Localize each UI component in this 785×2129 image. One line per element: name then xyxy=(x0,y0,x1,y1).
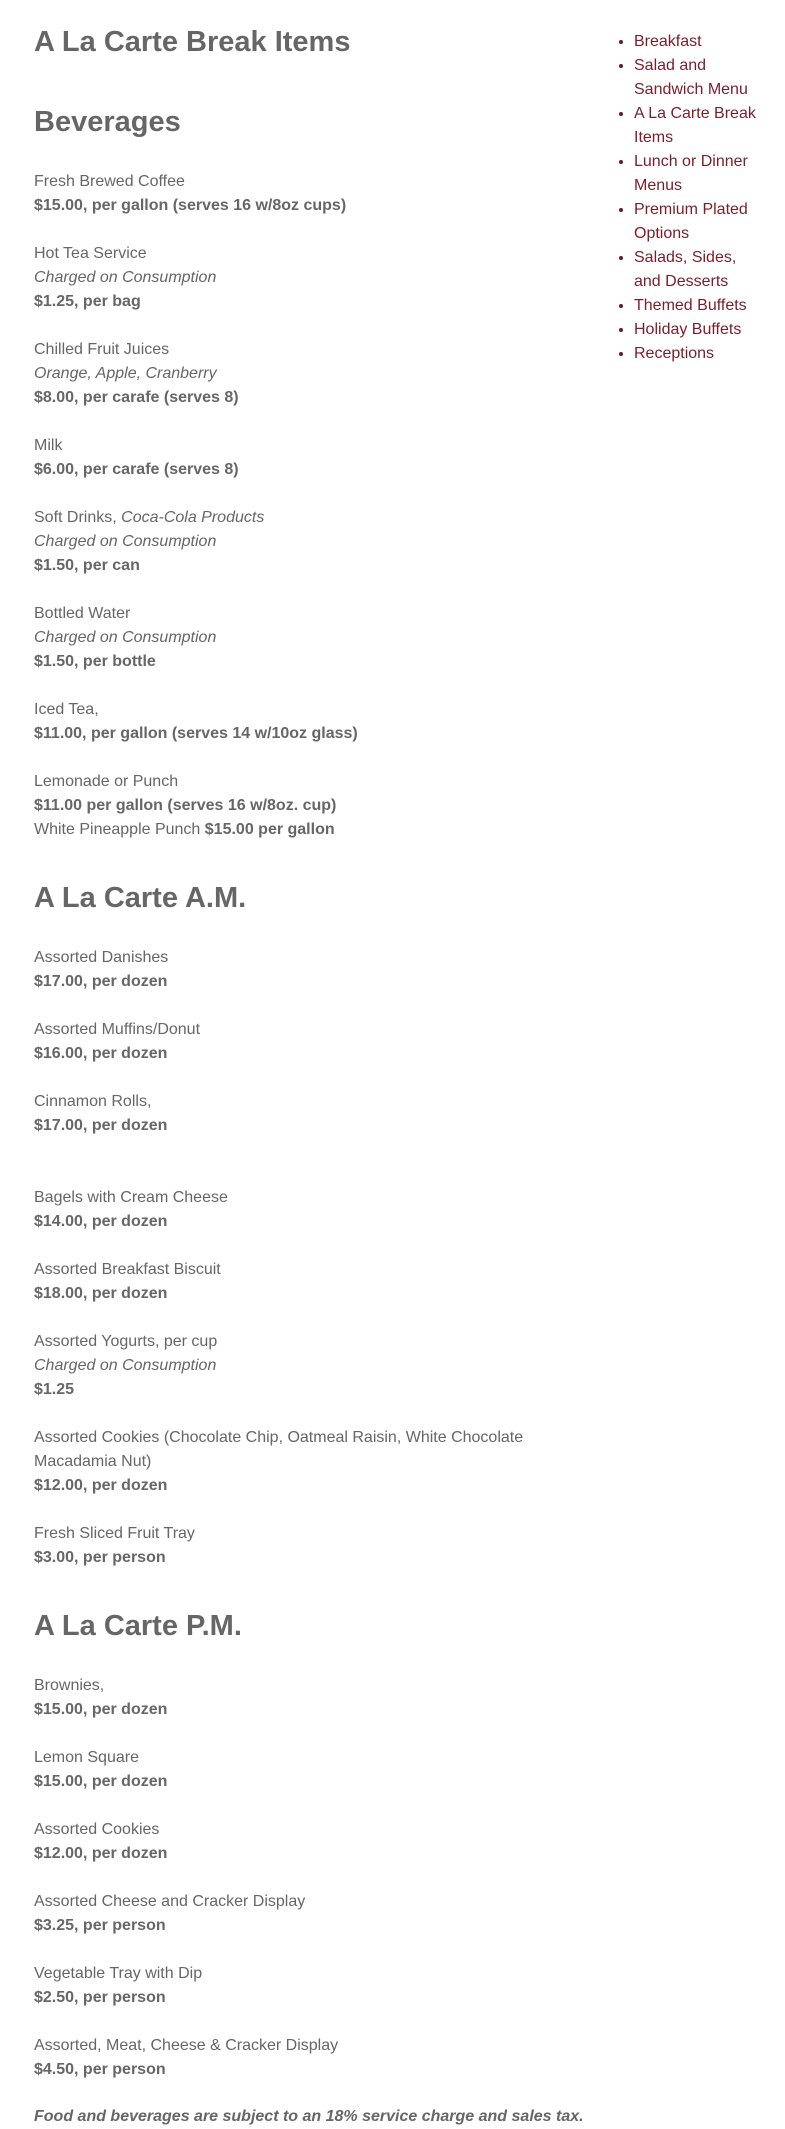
item-name: Lemon Square xyxy=(34,1749,139,1766)
item-price: $1.50, per bottle xyxy=(34,653,156,670)
item-price: $1.25, per bag xyxy=(34,293,141,310)
item-name: Assorted, Meat, Cheese & Cracker Display xyxy=(34,2037,339,2054)
section-title-am: A La Carte A.M. xyxy=(34,882,247,914)
item-name: Bagels with Cream Cheese xyxy=(34,1189,228,1206)
sidebar-link-lunch-dinner[interactable]: Lunch or Dinner Menus xyxy=(634,153,748,194)
item-price: $3.00, per person xyxy=(34,1549,166,1566)
item-note: Charged on Consumption xyxy=(34,269,217,286)
item-name: Milk xyxy=(34,437,63,454)
item-price: $18.00, per dozen xyxy=(34,1285,168,1302)
sidebar-item-themed-buffets xyxy=(634,294,764,318)
item-price: $12.00, per dozen xyxy=(34,1477,168,1494)
sidebar-nav xyxy=(614,30,764,366)
item-extra-price: $15.00 per gallon xyxy=(204,821,335,838)
menu-item xyxy=(34,1090,554,1138)
page-title: A La Carte Break Items xyxy=(34,26,351,58)
menu-item xyxy=(34,1018,554,1066)
sidebar-link-receptions[interactable]: Receptions xyxy=(634,345,715,362)
menu-item xyxy=(34,946,554,994)
menu-item xyxy=(34,1330,554,1402)
sidebar-item-lunch-dinner xyxy=(634,150,764,198)
item-price: $6.00, per carafe (serves 8) xyxy=(34,461,239,478)
sidebar-link-themed-buffets[interactable]: Themed Buffets xyxy=(634,297,747,314)
sidebar-item-breakfast xyxy=(634,30,764,54)
item-price: $11.00 per gallon (serves 16 w/8oz. cup) xyxy=(34,797,337,814)
menu-item xyxy=(34,770,554,842)
sidebar-link-a-la-carte[interactable]: A La Carte Break Items xyxy=(634,105,756,146)
item-name: Iced Tea, xyxy=(34,701,99,718)
sidebar-item-a-la-carte xyxy=(634,102,764,150)
menu-item xyxy=(34,2034,554,2082)
item-extra-name: White Pineapple Punch xyxy=(34,821,205,838)
item-note: Charged on Consumption xyxy=(34,629,217,646)
main-content xyxy=(34,18,554,2082)
item-price: $15.00, per gallon (serves 16 w/8oz cups) xyxy=(34,197,347,214)
section-title-pm: A La Carte P.M. xyxy=(34,1610,242,1642)
item-price: $8.00, per carafe (serves 8) xyxy=(34,389,239,406)
item-name: Assorted Yogurts, per cup xyxy=(34,1333,218,1350)
sidebar-link-salad-sandwich[interactable]: Salad and Sandwich Menu xyxy=(634,57,748,98)
item-name: Assorted Cheese and Cracker Display xyxy=(34,1893,306,1910)
item-name: Bottled Water xyxy=(34,605,131,622)
item-name: Assorted Danishes xyxy=(34,949,169,966)
menu-item xyxy=(34,506,554,578)
item-price: $4.50, per person xyxy=(34,2061,166,2078)
item-price: $15.00, per dozen xyxy=(34,1701,168,1718)
service-charge-note: Food and beverages are subject to an 18% service charge and sales tax. xyxy=(34,2108,584,2125)
item-price: $1.50, per can xyxy=(34,557,140,574)
sidebar-item-holiday-buffets xyxy=(634,318,764,342)
menu-item xyxy=(34,1746,554,1794)
menu-item xyxy=(34,698,554,746)
item-price: $3.25, per person xyxy=(34,1917,166,1934)
item-price: $14.00, per dozen xyxy=(34,1213,168,1230)
item-price: $11.00, per gallon (serves 14 w/10oz glass) xyxy=(34,725,358,742)
item-name: Assorted Cookies (Chocolate Chip, Oatmeal Raisin, White Chocolate Macadamia Nut) xyxy=(34,1429,524,1470)
sidebar-item-receptions xyxy=(634,342,764,366)
menu-item xyxy=(34,1674,554,1722)
item-price: $16.00, per dozen xyxy=(34,1045,168,1062)
menu-item xyxy=(34,434,554,482)
menu-item xyxy=(34,1962,554,2010)
item-name: Fresh Brewed Coffee xyxy=(34,173,185,190)
menu-item xyxy=(34,1522,554,1570)
item-name: Chilled Fruit Juices xyxy=(34,341,170,358)
item-name: Brownies, xyxy=(34,1677,105,1694)
sidebar-link-breakfast[interactable]: Breakfast xyxy=(634,33,702,50)
menu-item xyxy=(34,1818,554,1866)
sidebar-item-premium-plated xyxy=(634,198,764,246)
item-price: $17.00, per dozen xyxy=(34,973,168,990)
sidebar-link-premium-plated[interactable]: Premium Plated Options xyxy=(634,201,748,242)
menu-item xyxy=(34,1186,554,1234)
sidebar-list xyxy=(614,30,764,366)
item-name: Assorted Muffins/Donut xyxy=(34,1021,201,1038)
item-name: Hot Tea Service xyxy=(34,245,147,262)
section-title-beverages: Beverages xyxy=(34,106,181,138)
menu-item xyxy=(34,1258,554,1306)
item-name-note: Coca-Cola Products xyxy=(121,509,265,526)
item-price: $1.25 xyxy=(34,1381,75,1398)
sidebar-item-salad-sandwich xyxy=(634,54,764,102)
item-name: Cinnamon Rolls, xyxy=(34,1093,152,1110)
item-price: $12.00, per dozen xyxy=(34,1845,168,1862)
item-price: $17.00, per dozen xyxy=(34,1117,168,1134)
item-name: Soft Drinks, xyxy=(34,509,122,526)
item-extra-line xyxy=(34,818,554,842)
menu-item xyxy=(34,1890,554,1938)
item-note: Charged on Consumption xyxy=(34,533,217,550)
item-price: $2.50, per person xyxy=(34,1989,166,2006)
menu-item xyxy=(34,1426,554,1498)
menu-item xyxy=(34,338,554,410)
sidebar-item-salads-sides xyxy=(634,246,764,294)
item-name: Lemonade or Punch xyxy=(34,773,179,790)
item-name: Fresh Sliced Fruit Tray xyxy=(34,1525,195,1542)
item-name: Assorted Breakfast Biscuit xyxy=(34,1261,221,1278)
item-name-line xyxy=(34,506,554,530)
sidebar-link-salads-sides[interactable]: Salads, Sides, and Desserts xyxy=(634,249,737,290)
item-note: Charged on Consumption xyxy=(34,1357,217,1374)
menu-item xyxy=(34,170,554,218)
item-price: $15.00, per dozen xyxy=(34,1773,168,1790)
item-name: Assorted Cookies xyxy=(34,1821,160,1838)
sidebar-link-holiday-buffets[interactable]: Holiday Buffets xyxy=(634,321,742,338)
menu-item xyxy=(34,242,554,314)
item-name: Vegetable Tray with Dip xyxy=(34,1965,203,1982)
item-note: Orange, Apple, Cranberry xyxy=(34,365,217,382)
menu-item xyxy=(34,602,554,674)
